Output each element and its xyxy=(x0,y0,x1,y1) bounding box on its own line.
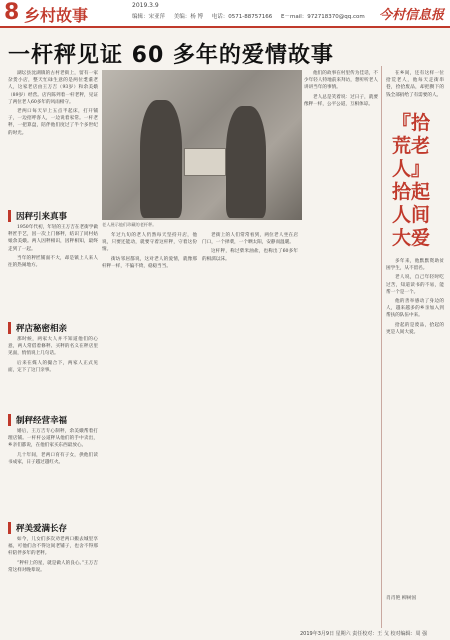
side-title-line: 荒老 xyxy=(391,135,430,157)
photo-scale-box xyxy=(184,148,226,176)
photo-person-right xyxy=(226,106,266,218)
subhead-1: 因秤引来真事 xyxy=(8,210,67,222)
article-column-2 xyxy=(8,224,98,318)
paragraph: 婚后，王万吉专心制秤，余美娥帮着打理店铺。一杆杆公道秤从他们的手中卖出，乡亲们都说，在他们家买东西最放心。 xyxy=(8,429,98,449)
photo-person-left xyxy=(140,100,182,218)
article-photo xyxy=(102,70,302,220)
article-column-5 xyxy=(8,536,98,632)
paragraph: 多年来，他默默资助贫困学生，从不留名。 xyxy=(386,259,444,272)
paragraph: 老人说，自己年轻时吃过苦，知道读书的不易，能帮一个是一个。 xyxy=(386,275,444,295)
subhead-3: 制秤经营幸福 xyxy=(8,414,67,426)
subhead-4: 秤美爱满长存 xyxy=(8,522,67,534)
newspaper-logo: 今村信息报 xyxy=(378,8,444,23)
article-column-3 xyxy=(8,336,98,410)
paragraph: 街坊邻居都说，这对老人的爱情，就像那杆秤一样，不偏不倚，稳稳当当。 xyxy=(102,256,197,269)
paragraph: 他们的故事在村里传为佳话，不少年轻人特地前来拜访，想听听老人讲讲当年的事情。 xyxy=(304,71,378,91)
column-divider xyxy=(381,66,382,628)
paragraph: “秤杆上的星，就是做人的良心。”王万吉常这样对晚辈说。 xyxy=(8,560,98,573)
phone: 电话：0571-88757166 xyxy=(211,14,273,20)
editor-meta xyxy=(132,12,372,20)
subhead-2: 秤店秘密相亲 xyxy=(8,322,67,334)
paragraph: 如今，儿女们多次劝老两口搬去城里享福，可他们舍不得这间老铺子，也舍不得那杆陪伴多年的老秤。 xyxy=(8,537,98,557)
side-title-line: 『拾 xyxy=(391,112,430,134)
article-column-4 xyxy=(8,428,98,518)
article-column-6 xyxy=(102,232,197,628)
paragraph: 那时候，两家大人并不知道他们的心意，两人常借着修秤、买秤的名义在秤店里见面，悄悄说上几句话。 xyxy=(8,337,98,357)
side-story-author: 肖肖艳 柳树国 xyxy=(386,596,417,601)
side-title-line: 大爱 xyxy=(391,227,430,249)
article-column-7 xyxy=(202,232,298,628)
paragraph: 1950年代初，年轻的王万吉在老街学做秤匠手艺，因一次上门修秤，结识了同村姑娘余美娥。两人因秤相识，因秤相知，最终走到了一起。 xyxy=(8,225,98,252)
paragraph: 后来在媒人的撮合下，两家人正式见面，定下了这门亲事。 xyxy=(8,360,98,373)
side-title-line: 拾起 xyxy=(391,181,430,203)
side-story-title xyxy=(384,112,438,250)
page-header xyxy=(0,0,450,28)
paragraph: 拾起的是废品，拾起的更是人间大爱。 xyxy=(386,322,444,335)
paragraph: 当年的秤匠铺面不大，却是镇上人来人往的热闹地方。 xyxy=(8,255,98,269)
paragraph: 老人总是笑着说：过日子，就要像秤一样，公平公道，互相体谅。 xyxy=(304,94,378,107)
paragraph: 几十年间，老两口育有子女，供他们读书成家，日子越过越红火。 xyxy=(8,452,98,465)
side-title-line: 人』 xyxy=(391,158,430,180)
headline: 一杆秤见证 60 多年的爱情故事 xyxy=(8,43,334,68)
article-column-1 xyxy=(8,70,98,204)
article-column-8 xyxy=(304,70,378,628)
paragraph: 老两口每天早上五点半起床，打开铺子，一边招呼客人，一边说着家常。一杆老秤，一把算盘，陪伴他们度过了半个多世纪的时光。 xyxy=(8,109,98,136)
paragraph: 在乡间，还有这样一位拾荒老人，他每天走街串巷，捡拾废品，却把攒下的钱全部捐给了有需要的人。 xyxy=(386,71,444,98)
side-title-line: 人间 xyxy=(391,204,430,226)
photo-caption: 老人展示他们珍藏的老杆秤。 xyxy=(102,222,157,227)
paragraph: 这杆秤，称过柴米油盐，也称出了60多年的相濡以沫。 xyxy=(202,249,298,262)
side-story-intro xyxy=(386,70,444,110)
issue-date: 2019.3.9 xyxy=(132,2,159,9)
paragraph: 年过九旬的老人仍然每天坚持开店，他说，只要还能动，就要守着这杆秤，守着这份情。 xyxy=(102,233,197,253)
page-number: 8 xyxy=(4,0,20,25)
page-footer: 2019年3月9日 星期六 责任校对：王 戈 校对编辑：周 强 xyxy=(300,631,428,637)
designer: 美编：杨 博 xyxy=(173,14,204,20)
paragraph: 老街上的人们常常看到，两位老人坐在店门口，一个择菜，一个晒太阳，安静而温暖。 xyxy=(202,233,298,246)
side-story-body xyxy=(386,258,444,588)
editor: 编辑：宋亚萍 xyxy=(132,14,166,20)
section-title: 乡村故事 xyxy=(24,6,89,25)
paragraph: 湖坛县沈湖镇的古村老街上，留有一家杂货小店，整天忙碌生意的是两位耄耋老人，这家老店由王万吉（93岁）和余美娥（89岁）经营。店内陈列着一杆老秤，见证了两位老人60多年的风雨相守。 xyxy=(8,71,98,105)
email: E－mail：972718370@qq.com xyxy=(281,14,365,20)
paragraph: 他的善举感动了身边的人，越来越多的乡亲加入到帮扶的队伍中来。 xyxy=(386,299,444,319)
